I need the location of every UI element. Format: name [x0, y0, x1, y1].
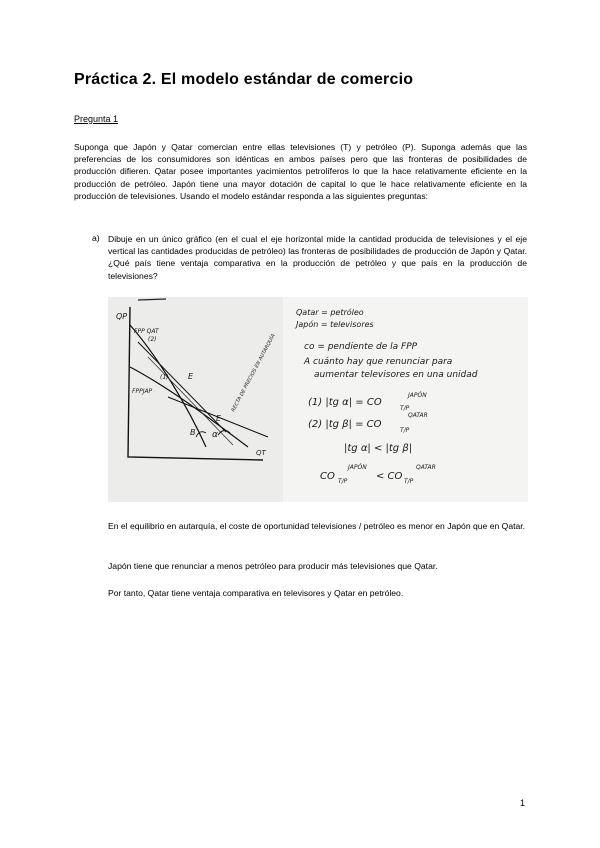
- eq-4a: CO: [320, 471, 335, 482]
- handwritten-graph-scan: [108, 297, 528, 502]
- eq-2-sub: T/P: [400, 427, 410, 434]
- note-line-1: Qatar = petróleo: [296, 308, 364, 317]
- point-e1-label: E: [188, 372, 194, 381]
- answer-paragraph-2: Japón tiene que renunciar a menos petróleo para producir más televisiones que Qatar.: [108, 561, 438, 571]
- axis-x-label: QT: [256, 449, 266, 457]
- eq-4-lt: < CO: [376, 471, 403, 482]
- intro-paragraph: Suponga que Japón y Qatar comercian entre ellas televisiones (T) y petróleo (P). Suponga además que las preferencias de los consumidores son idénticas en ambos países pero que las fronteras de posibilidades de producción difieren. Qatar posee importantes yacimientos petrolíferos lo que la hace relativamente eficiente en la producción de petróleo. Japón tiene una mayor dotación de capital lo que le hace relativamente eficiente en la producción de televisiones. Usando el modelo estándar responda a las siguientes preguntas:: [74, 142, 527, 201]
- eq-4b-sup: QATAR: [416, 464, 436, 471]
- note-line-4: A cuánto hay que renunciar para: [304, 357, 453, 367]
- eq-4a-sub: T/P: [338, 478, 348, 485]
- answer-paragraph-1: En el equilibrio en autarquía, el coste de oportunidad televisiones / petróleo es menor en Japón que en Qatar.: [108, 521, 526, 531]
- eq-4a-sup: JAPÓN: [348, 464, 367, 471]
- note-line-3: co = pendiente de la FPP: [304, 342, 418, 352]
- eq-3: |tg α| < |tg β|: [344, 443, 413, 454]
- beta-label: B: [190, 428, 196, 437]
- eq-4b-sub: T/P: [404, 478, 414, 485]
- eq-1-sup: JAPÓN: [408, 392, 427, 399]
- fpp-japon-label: FPPJAP: [132, 388, 153, 395]
- fpp-qatar-label: FPP QAT: [134, 328, 159, 335]
- item-a-marker: a): [92, 233, 100, 243]
- point-e2-label: E: [216, 414, 222, 423]
- eq-2: (2) |tg β| = CO: [308, 419, 382, 430]
- note-line-2: Japón = televisores: [296, 320, 374, 329]
- eq-1: (1) |tg α| = CO: [308, 397, 382, 408]
- answer-paragraph-3: Por tanto, Qatar tiene ventaja comparativa en televisores y Qatar en petróleo.: [108, 588, 404, 598]
- question-heading: Pregunta 1: [74, 114, 119, 124]
- alpha-label: α: [212, 430, 218, 440]
- axis-y-label: QP: [116, 312, 128, 321]
- eq-1-sub: T/P: [400, 405, 410, 412]
- curve-num-1: (1): [160, 374, 169, 381]
- note-line-5: aumentar televisores en una unidad: [314, 370, 478, 380]
- tangent-label: RECTA DE PRECIOS EN AUTARQUÍA: [230, 333, 277, 413]
- page-number: 1: [520, 798, 526, 808]
- page-title: Práctica 2. El modelo estándar de comercio: [74, 71, 414, 88]
- item-a-text: Dibuje en un único gráfico (en el cual el eje horizontal mide la cantidad producida de televisiones y el eje vertical las cantidades producidas de petróleo) las fronteras de posibilidades de producción de Japón y Qatar. ¿Qué país tiene ventaja comparativa en la producción de petróleo y que país en la producción de televisiones?: [108, 234, 527, 281]
- eq-2-sup: QATAR: [408, 412, 428, 419]
- fpp-qatar-num: (2): [148, 336, 157, 343]
